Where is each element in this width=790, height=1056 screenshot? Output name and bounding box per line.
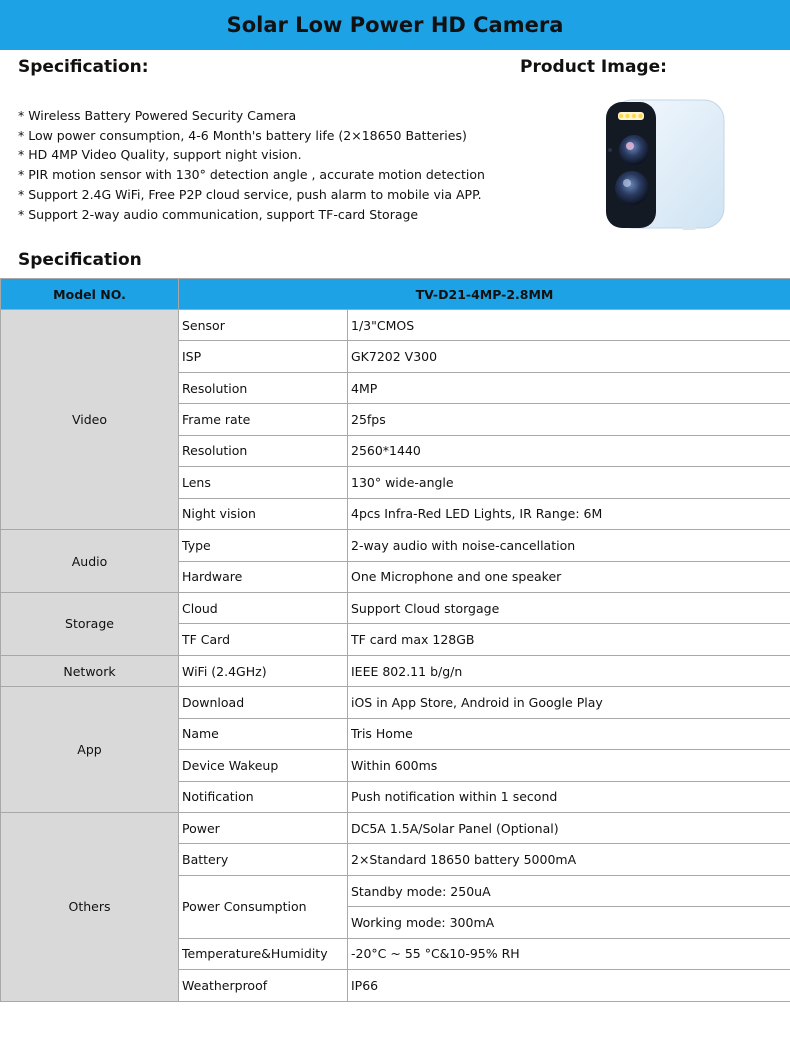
row-value: Working mode: 300mA	[348, 907, 790, 938]
row-value: Within 600ms	[348, 750, 790, 781]
page-title: Solar Low Power HD Camera	[226, 13, 564, 37]
row-label: Frame rate	[179, 404, 348, 435]
table-row	[1, 687, 790, 718]
camera-product-image	[598, 94, 728, 234]
row-value: Support Cloud storgage	[348, 592, 790, 623]
row-value: Tris Home	[348, 718, 790, 749]
model-no-value: TV-D21-4MP-2.8MM	[179, 279, 790, 310]
group-storage: Storage	[1, 592, 179, 655]
row-label: Power	[179, 813, 348, 844]
row-value: One Microphone and one speaker	[348, 561, 790, 592]
row-label: Resolution	[179, 372, 348, 403]
row-value: IEEE 802.11 b/g/n	[348, 655, 790, 686]
row-label: Lens	[179, 467, 348, 498]
row-value: IP66	[348, 970, 790, 1001]
group-others: Others	[1, 813, 179, 1002]
row-value: Standby mode: 250uA	[348, 875, 790, 906]
spec-table-heading: Specification	[18, 250, 142, 270]
row-label: Night vision	[179, 498, 348, 529]
row-label: Cloud	[179, 592, 348, 623]
group-network: Network	[1, 655, 179, 686]
feature-list	[18, 106, 485, 224]
row-value: iOS in App Store, Android in Google Play	[348, 687, 790, 718]
row-label: Download	[179, 687, 348, 718]
feature-item: * Low power consumption, 4-6 Month's battery life (2×18650 Batteries)	[18, 127, 467, 143]
table-row	[1, 310, 790, 341]
row-value: 2-way audio with noise-cancellation	[348, 530, 790, 561]
row-label: Power Consumption	[179, 875, 348, 938]
feature-item: * Wireless Battery Powered Security Camera	[18, 108, 297, 123]
product-image-heading: Product Image:	[520, 57, 667, 77]
row-label: TF Card	[179, 624, 348, 655]
title-bar	[0, 0, 790, 50]
table-row	[1, 592, 790, 623]
row-label: Resolution	[179, 435, 348, 466]
row-value: TF card max 128GB	[348, 624, 790, 655]
group-video: Video	[1, 310, 179, 530]
table-row	[1, 813, 790, 844]
row-label: Type	[179, 530, 348, 561]
feature-item: * PIR motion sensor with 130° detection angle , accurate motion detection	[18, 167, 485, 183]
group-audio: Audio	[1, 530, 179, 593]
row-value: GK7202 V300	[348, 341, 790, 372]
table-row	[1, 530, 790, 561]
row-value: Push notification within 1 second	[348, 781, 790, 812]
spec-table	[0, 278, 790, 1002]
table-header-row	[1, 279, 790, 310]
row-label: Notification	[179, 781, 348, 812]
feature-item: * HD 4MP Video Quality, support night vision.	[18, 147, 302, 163]
feature-item: * Support 2.4G WiFi, Free P2P cloud service, push alarm to mobile via APP.	[18, 186, 482, 202]
row-label: Device Wakeup	[179, 750, 348, 781]
row-label: Battery	[179, 844, 348, 875]
row-value: 2×Standard 18650 battery 5000mA	[348, 844, 790, 875]
row-value: -20°C ~ 55 °C&10-95% RH	[348, 938, 790, 969]
model-no-label: Model NO.	[1, 279, 179, 310]
row-label: Weatherproof	[179, 970, 348, 1001]
row-value: DC5A 1.5A/Solar Panel (Optional)	[348, 813, 790, 844]
row-value: 130° wide-angle	[348, 467, 790, 498]
row-value: 1/3"CMOS	[348, 310, 790, 341]
row-label: Sensor	[179, 310, 348, 341]
row-label: Temperature&Humidity	[179, 938, 348, 969]
feature-item: * Support 2-way audio communication, support TF-card Storage	[18, 206, 419, 222]
row-label: Hardware	[179, 561, 348, 592]
specification-heading: Specification:	[18, 57, 149, 77]
row-value: 4MP	[348, 372, 790, 403]
group-app: App	[1, 687, 179, 813]
row-value: 4pcs Infra-Red LED Lights, IR Range: 6M	[348, 498, 790, 529]
table-row	[1, 655, 790, 686]
row-label: WiFi (2.4GHz)	[179, 655, 348, 686]
row-label: Name	[179, 718, 348, 749]
row-label: ISP	[179, 341, 348, 372]
row-value: 2560*1440	[348, 435, 790, 466]
row-value: 25fps	[348, 404, 790, 435]
